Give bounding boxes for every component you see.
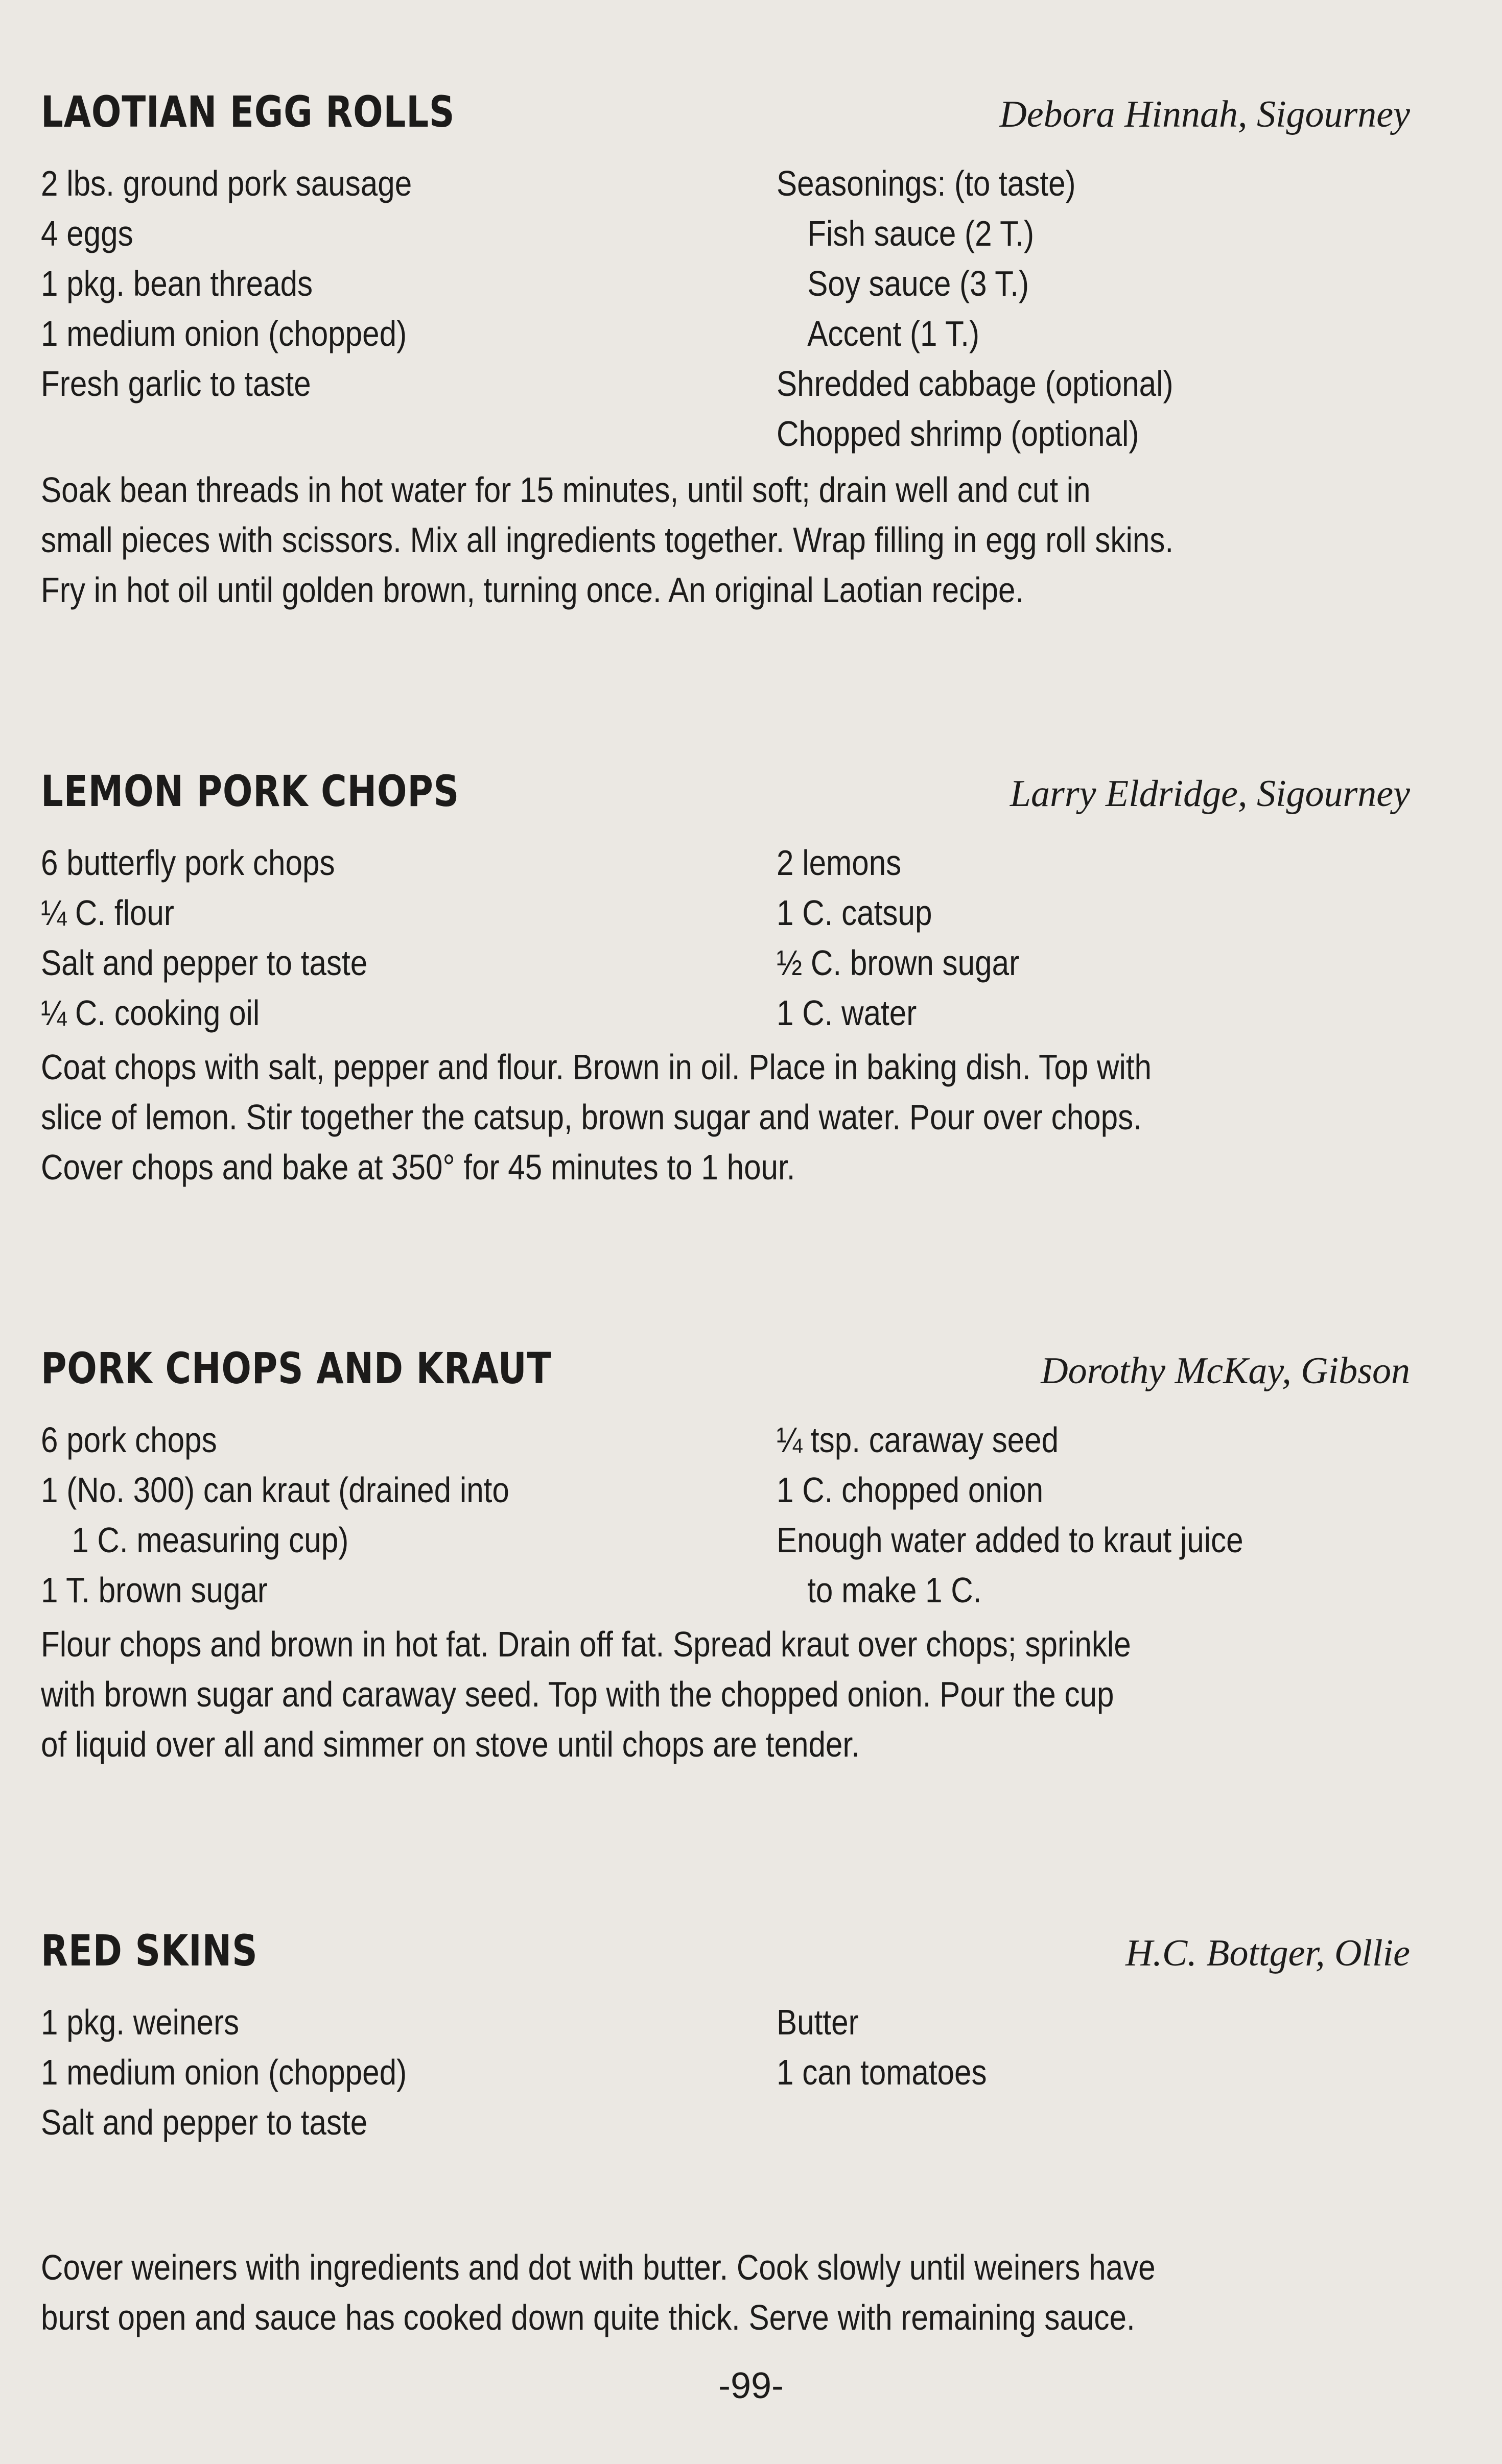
ingredient: Seasonings: (to taste) <box>777 163 1076 203</box>
recipe-author: H.C. Bottger, Ollie <box>1125 1932 1410 1974</box>
ingredient: 1 C. catsup <box>777 893 932 933</box>
ingredients-left <box>41 158 756 409</box>
recipe-title: PORK CHOPS AND KRAUT <box>41 1343 552 1393</box>
ingredient: ½ C. brown sugar <box>777 943 1020 983</box>
recipe-laotian-egg-rolls <box>41 87 1410 610</box>
ingredients-left <box>41 1415 756 1615</box>
ingredient: 1 can tomatoes <box>777 2052 987 2092</box>
recipe-lemon-pork-chops <box>41 766 1410 1187</box>
ingredient: 1 medium onion (chopped) <box>41 2052 407 2092</box>
ingredient: Salt and pepper to taste <box>41 2102 368 2142</box>
ingredient: 4 eggs <box>41 214 133 253</box>
ingredients-left <box>41 838 756 1038</box>
ingredient: 1 C. water <box>777 993 917 1033</box>
direction-line: Soak bean threads in hot water for 15 minutes, until soft; drain well and cut in <box>41 470 1091 510</box>
ingredients-right <box>777 838 1410 1038</box>
ingredients-right <box>777 1415 1410 1615</box>
page-number: -99- <box>718 2365 784 2406</box>
ingredient: 1 pkg. weiners <box>41 2002 240 2042</box>
ingredient: to make 1 C. <box>807 1570 982 1610</box>
ingredient: 1 C. measuring cup) <box>72 1520 349 1560</box>
recipe-directions <box>41 2242 1410 2342</box>
ingredient: Soy sauce (3 T.) <box>807 264 1029 303</box>
direction-line: burst open and sauce has cooked down quite thick. Serve with remaining sauce. <box>41 2297 1135 2337</box>
ingredient: 1 pkg. bean threads <box>41 264 313 303</box>
recipe-author: Larry Eldridge, Sigourney <box>1010 773 1410 815</box>
direction-line: small pieces with scissors. Mix all ingredients together. Wrap filling in egg roll skins. <box>41 520 1174 560</box>
ingredient: Accent (1 T.) <box>807 314 980 353</box>
ingredient: 1 (No. 300) can kraut (drained into <box>41 1470 509 1510</box>
direction-line: with brown sugar and caraway seed. Top with the chopped onion. Pour the cup <box>41 1674 1114 1714</box>
ingredient: ¼ C. flour <box>41 893 174 933</box>
direction-line: of liquid over all and simmer on stove until chops are tender. <box>41 1724 860 1764</box>
ingredient: ¼ C. cooking oil <box>41 993 260 1033</box>
ingredient: 1 T. brown sugar <box>41 1570 268 1610</box>
ingredient: Fresh garlic to taste <box>41 364 311 404</box>
recipe-author: Dorothy McKay, Gibson <box>1041 1350 1410 1392</box>
direction-line: slice of lemon. Stir together the catsup, brown sugar and water. Pour over chops. <box>41 1097 1142 1137</box>
ingredient: Salt and pepper to taste <box>41 943 368 983</box>
ingredient: 1 medium onion (chopped) <box>41 314 407 353</box>
ingredient: ¼ tsp. caraway seed <box>777 1420 1059 1460</box>
direction-line: Fry in hot oil until golden brown, turning once. An original Laotian recipe. <box>41 570 1024 610</box>
recipe-directions <box>41 1619 1410 1769</box>
ingredient: 2 lemons <box>777 843 902 883</box>
ingredient: 6 pork chops <box>41 1420 217 1460</box>
recipe-directions <box>41 1042 1410 1192</box>
ingredient: 6 butterfly pork chops <box>41 843 335 883</box>
ingredient: 1 C. chopped onion <box>777 1470 1044 1510</box>
recipe-title: RED SKINS <box>41 1926 258 1976</box>
ingredient: Fish sauce (2 T.) <box>807 214 1035 253</box>
ingredient: Shredded cabbage (optional) <box>777 364 1174 404</box>
ingredient: Enough water added to kraut juice <box>777 1520 1243 1560</box>
recipe-title: LAOTIAN EGG ROLLS <box>41 87 455 137</box>
direction-line: Coat chops with salt, pepper and flour. Brown in oil. Place in baking dish. Top with <box>41 1047 1152 1087</box>
ingredient: Butter <box>777 2002 859 2042</box>
direction-line: Cover weiners with ingredients and dot with butter. Cook slowly until weiners have <box>41 2247 1156 2287</box>
ingredients-right <box>777 158 1410 459</box>
direction-line: Flour chops and brown in hot fat. Drain off fat. Spread kraut over chops; sprinkle <box>41 1624 1131 1664</box>
recipe-pork-chops-and-kraut <box>41 1343 1410 1764</box>
ingredients-right <box>777 1997 1410 2097</box>
recipe-red-skins <box>41 1926 1410 2337</box>
ingredients-left <box>41 1997 756 2147</box>
direction-line: Cover chops and bake at 350° for 45 minutes to 1 hour. <box>41 1147 795 1187</box>
ingredient: Chopped shrimp (optional) <box>777 414 1139 454</box>
recipe-title: LEMON PORK CHOPS <box>41 766 460 816</box>
recipe-author: Debora Hinnah, Sigourney <box>999 93 1410 135</box>
ingredient: 2 lbs. ground pork sausage <box>41 163 412 203</box>
recipe-directions <box>41 465 1410 615</box>
